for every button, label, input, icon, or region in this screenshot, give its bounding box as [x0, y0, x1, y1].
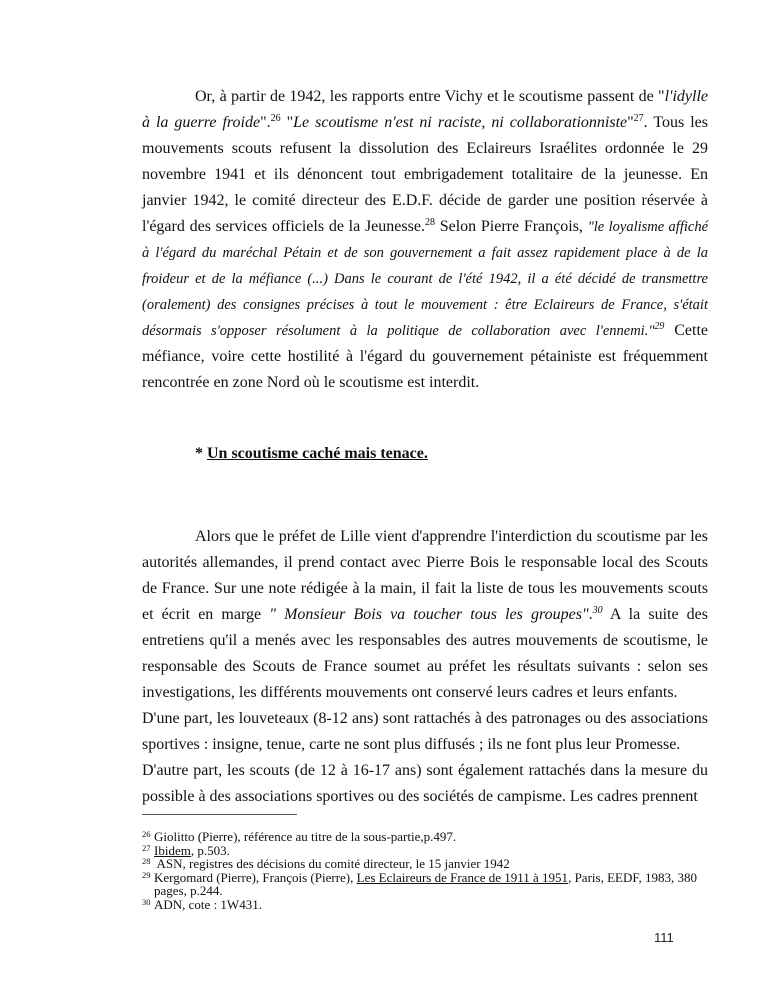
footnote-ref[interactable]: 27: [633, 113, 644, 124]
footnote-28: $^{28}$ ASN, registres des décisions du comité directeur, le 15 janvier 1942: [142, 856, 510, 871]
footnote-text: ASN, registres des décisions du comité directeur, le 15 janvier 1942: [154, 856, 510, 871]
text: A la suite des entretiens qu'il a menés avec les responsables des autres mouvements de scoutisme, le responsable des Scouts de France soumet au préfet les résultats suivants : selon ses investigations, les différents mouvements ont conservé leurs cadres et leurs enfants.: [142, 606, 709, 701]
footnote-26: $^{26}$ Giolitto (Pierre), référence au titre de la sous-partie,p.497.: [142, 829, 457, 844]
footnote-ref[interactable]: 26: [270, 113, 281, 124]
footnote-ref[interactable]: 30: [592, 605, 603, 616]
block-quote: "le loyalisme affiché à l'égard du maréchal Pétain et de son gouvernement a fait assez rapidement place à de la froideur et de la méfiance (...) Dans le courant de l'été 1942, il a été décidé de transmettre (oralement) des consignes précises à tout le mouvement : être Eclaireurs de France, s'était désormais s'opposer résolument à la politique de collaboration avec l'ennemi.": [142, 219, 709, 339]
footnote-text: , p.503.: [190, 842, 230, 858]
footnote-ref[interactable]: 29: [654, 321, 665, 332]
text: Selon Pierre François,: [434, 218, 588, 235]
text: Or, à partir de 1942, les rapports entre Vichy et le scoutisme passent de ": [195, 88, 665, 105]
text: ".: [260, 114, 271, 131]
footnote-30: $^{30}$ ADN, cote : 1W431.: [142, 896, 262, 912]
section-heading: [195, 441, 428, 467]
body-paragraph: [142, 84, 708, 396]
text: Cette méfiance, voire cette hostilité à l'égard du gouvernement pétainiste est fréquemment rencontrée en zone Nord où le scoutisme est interdit.: [142, 322, 708, 391]
body-paragraph: [142, 524, 708, 706]
footnote-separator: [142, 814, 297, 815]
text: . Tous les mouvements scouts refusent la dissolution des Eclaireurs Israélites ordonnée le 29 novembre 1941 et ils dénoncent tout embrigadement totalitaire de la jeunesse. En janvier 1942, le comité directeur des E.D.F. décide de garder une position réservée à l'égard des services officiels de la Jeunesse.: [142, 114, 709, 235]
body-paragraph-louveteaux: D'une part, les louveteaux (8-12 ans) sont rattachés à des patronages ou des associations sportives : insigne, tenue, carte ne sont plus diffusés ; ils ne font plus leur Promesse.: [142, 710, 708, 753]
paragraph-hidden-scouting: [142, 524, 708, 810]
section-bullet: *: [195, 445, 207, 462]
text: Alors que le préfet de Lille vient d'apprendre l'interdiction du scoutisme par les autorités allemandes, il prend contact avec Pierre Bois le responsable local des Scouts de France. Sur une note rédigée à la main, il fait la liste de tous les mouvements scouts et écrit en marge: [142, 528, 708, 623]
text: ": [280, 114, 294, 131]
footnotes: [142, 830, 708, 911]
footnote-ref[interactable]: 28: [424, 217, 435, 228]
page-number: 111: [654, 930, 674, 945]
section-title: Un scoutisme caché mais tenace.: [207, 445, 428, 462]
footnote-text: Giolitto (Pierre), référence au titre de la sous-partie,p.497.: [154, 829, 457, 844]
footnote-27: $^{27}$ Ibidem, p.503.: [142, 842, 230, 858]
body-paragraph-scouts: D'autre part, les scouts (de 12 à 16-17 ans) sont également rattachés dans la mesure du possible à des associations sportives ou des sociétés de campisme. Les cadres prennent: [142, 762, 708, 805]
footnote-text: ADN, cote : 1W431.: [154, 896, 262, 912]
text: ": [627, 114, 634, 131]
footnote-29: $^{29}$ Kergomard (Pierre), François (Pierre), Les Eclaireurs de France de 1911 à 1951, Paris, EEDF, 1983, 380 pages, p.244.: [142, 869, 698, 898]
quote: l'idylle à la guerre froide: [142, 88, 708, 131]
footnote-text: , Paris, EEDF, 1983, 380 pages, p.244.: [154, 869, 698, 898]
footnote-book-title: Les Eclaireurs de France de 1911 à 1951: [356, 869, 569, 885]
quote: " Monsieur Bois va toucher tous les groupes": [269, 606, 589, 623]
footnote-text: Kergomard (Pierre), François (Pierre),: [154, 869, 357, 885]
paragraph-vichy-relations: [142, 84, 708, 396]
quote: Le scoutisme n'est ni raciste, ni collaborationniste: [293, 114, 628, 131]
text: .: [588, 606, 593, 623]
footnote-underlined: Ibidem: [154, 842, 191, 858]
